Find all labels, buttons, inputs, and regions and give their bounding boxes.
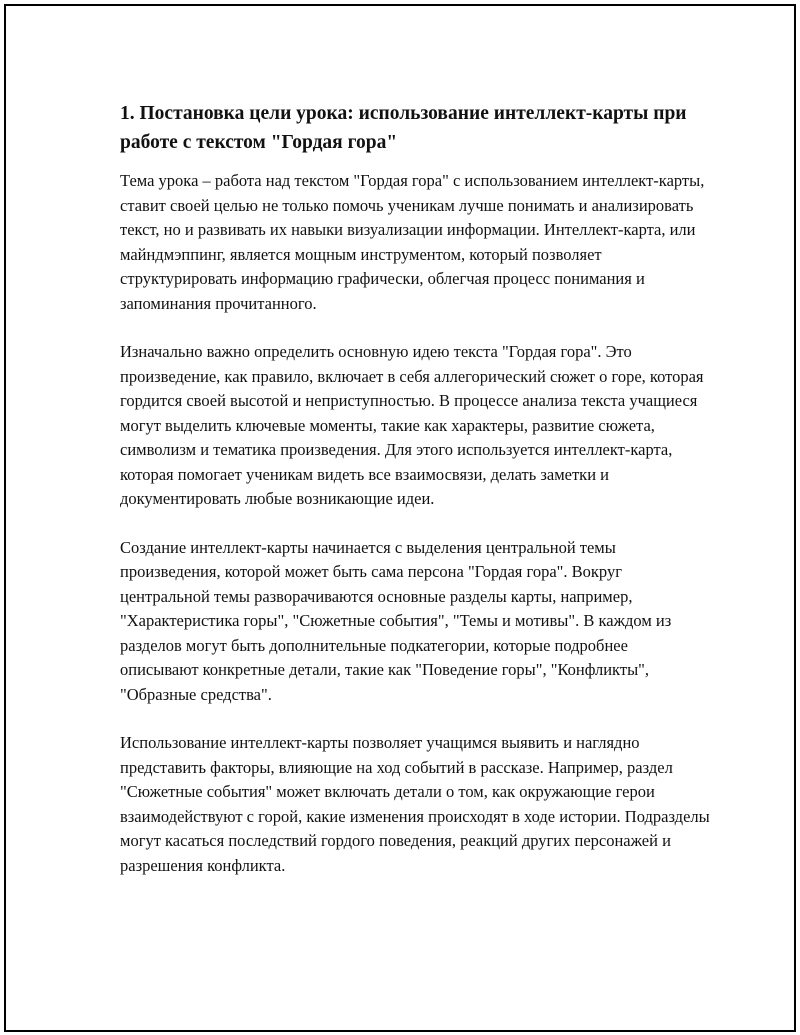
document-body (120, 99, 710, 902)
paragraph-4: Использование интеллект-карты позволяет учащимся выявить и наглядно представить факторы, влияющие на ход событий в рассказе. Например, раздел "Сюжетные события" может включать детали о том, как окружающие герои взаимодействуют с горой, какие изменения происходят в ходе истории. Подразделы могут касаться последствий гордого поведения, реакций других персонажей и разрешения конфликта. (120, 733, 710, 875)
section-heading: 1. Постановка цели урока: использование интеллект-карты при работе с текстом "Гордая гора" (120, 103, 687, 153)
paragraph-1: Тема урока – работа над текстом "Гордая гора" с использованием интеллект-карты, ставит своей целью не только помочь ученикам лучше понимать и анализировать текст, но и развивать их навыки визуализации информации. Интеллект-карта, или майндмэппинг, является мощным инструментом, который позволяет структурировать информацию графически, облегчая процесс понимания и запоминания прочитанного. (120, 171, 705, 313)
paragraph-3: Создание интеллект-карты начинается с выделения центральной темы произведения, которой может быть сама персона "Гордая гора". Вокруг центральной темы разворачиваются основные разделы карты, например, "Характеристика горы", "Сюжетные события", "Темы и мотивы". В каждом из разделов могут быть дополнительные подкатегории, которые подробнее описывают конкретные детали, такие как "Поведение горы", "Конфликты", "Образные средства". (120, 537, 672, 704)
paragraph-2: Изначально важно определить основную идею текста "Гордая гора". Это произведение, как правило, включает в себя аллегорический сюжет о горе, которая гордится своей высотой и неприступностью. В процессе анализа текста учащиеся могут выделить ключевые моменты, такие как характеры, развитие сюжета, символизм и тематика произведения. Для этого используется интеллект-карта, которая помогает ученикам видеть все взаимосвязи, делать заметки и документировать любые возникающие идеи. (120, 342, 704, 508)
page-frame (4, 4, 796, 1032)
